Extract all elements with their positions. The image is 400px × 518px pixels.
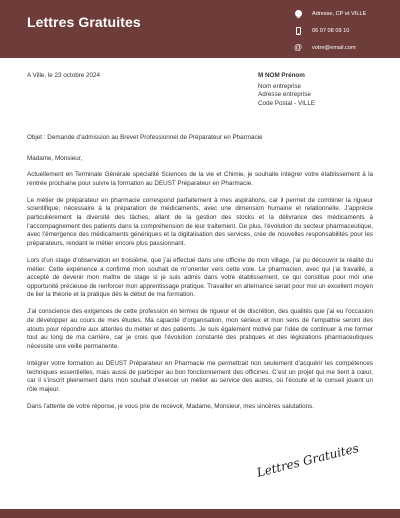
header-bar: [0, 0, 400, 58]
date-line: A Ville, le 23 octobre 2024: [27, 72, 101, 79]
at-sign-icon: @: [293, 43, 303, 52]
recipient-company: Nom entreprise: [258, 82, 302, 90]
signature: Lettres Gratuites: [255, 440, 361, 480]
paragraph-project: Intégrer votre formation au DEUST Préparateur en Pharmacie me permettrait non seulement d’acquérir les compétences techniques essentielles, mais aussi de participer au bon fonctionnement des officines. C’est un projet qui me tient à cœur, car il s’inscrit pleinement dans mon souhait d’exercer un métier au service des autres, où l’écoute et le conseil jouent un rôle majeur.: [27, 359, 373, 393]
contact-phone-row: [292, 22, 366, 39]
paragraph-qualities: J’ai conscience des exigences de cette profession en termes de rigueur et de discrétion, des qualités que j’ai eu l’occasion de développer au cours de mes études. Ma capacité d’organisation, mon sérieux et mon sens de l’empathie seront des atouts pour répondre aux attentes du métier et des patients. Je suis également motivé par l’idée de continuer à me former tout au long de ma carrière, car je crois que l’évolution constante des pratiques et des législations pharmaceutiques nécessite une veille permanente.: [27, 308, 373, 350]
location-pin-icon: [292, 10, 304, 17]
paragraph-closing: Dans l’attente de votre réponse, je vous prie de recevoir, Madame, Monsieur, mes sincères salutations.: [27, 402, 315, 410]
contact-block: [292, 5, 366, 56]
paragraph-intro: Actuellement en Terminale Générale spécialité Sciences de la vie et Chimie, je souhaite intégrer votre établissement à la rentrée prochaine pour suivre la formation au DEUST Préparateur en Pharmacie.: [27, 171, 373, 187]
paragraph-experience: Lors d’un stage d’observation en troisième, que j’ai effectué dans une officine de mon village, j’ai pu découvrir la réalité du métier. Cette expérience a confirmé mon souhait de m’orienter vers cette voie. Le pharmacien, avec qui j’ai travaillé, a accepté de devenir mon maître de stage si je suis admis dans votre établissement, ce qui constitue pour moi une opportunité précieuse de renforcer mon apprentissage pratique. Travailler en alternance serait pour moi un excellent moyen de lier la théorie et la pratique dès le début de ma formation.: [27, 256, 373, 299]
paragraph-motivation: Le métier de préparateur en pharmacie correspond parfaitement à mes aspirations, car il permet de combiner la rigueur scientifique, nécessaire à la préparation de médicaments, avec une dimension humaine et relationnelle. J’apprécie particulièrement la diversité des tâches, allant de la gestion des stocks et la délivrance des médicaments à l’accompagnement des patients dans la compréhension de leur traitement. De plus, l’évolution du secteur pharmaceutique, avec l’émergence des médicaments génériques et la digitalisation des services, crée de nouvelles responsabilités pour les préparateurs, rendant le métier encore plus passionnant.: [27, 196, 373, 247]
contact-email: votre@email.com: [312, 44, 356, 51]
letter-body: [27, 155, 373, 420]
recipient-name: M NOM Prénom: [258, 72, 305, 79]
recipient-address: Adresse entreprise: [258, 91, 311, 99]
contact-address-row: [292, 5, 366, 22]
subject-line: Objet : Demande d’admission au Brevet Professionnel de Préparateur en Pharmacie: [27, 134, 263, 141]
brand-title: Lettres Gratuites: [27, 14, 141, 30]
contact-address: Adresse, CP et VILLE: [312, 10, 367, 17]
recipient-block: [258, 72, 315, 108]
contact-email-row: [292, 39, 366, 56]
recipient-postal: Code Postal - VILLE: [258, 99, 316, 107]
phone-icon: [292, 27, 304, 35]
footer-bar: [0, 509, 400, 518]
greeting: Madame, Monsieur,: [27, 155, 83, 162]
contact-phone: 06 07 08 09 10: [312, 27, 350, 34]
